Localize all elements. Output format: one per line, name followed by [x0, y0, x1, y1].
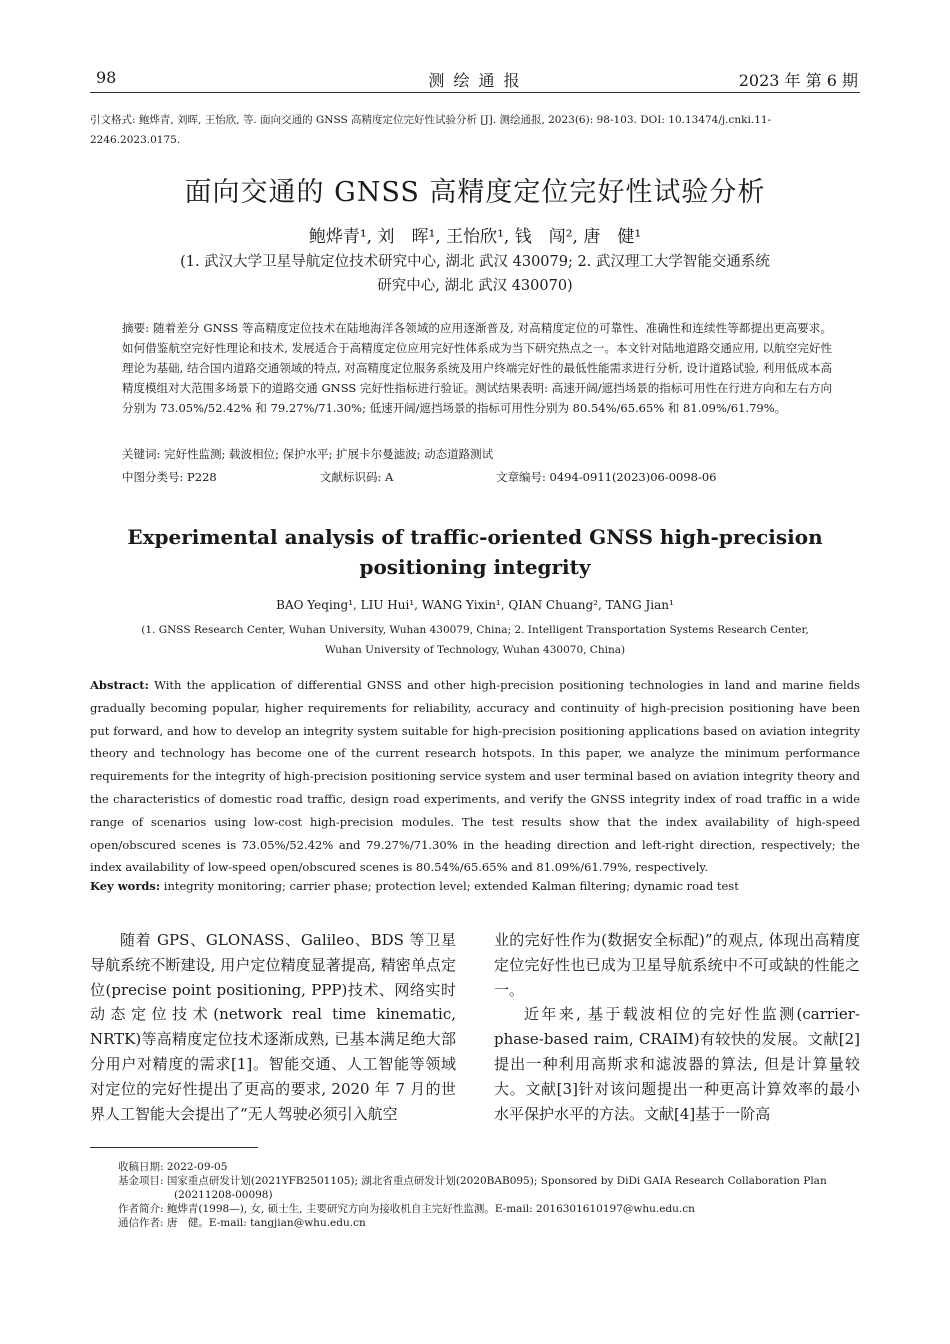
article-number: 文章编号: 0494-0911(2023)06-0098-06 [496, 470, 717, 484]
cn-abstract: 摘要: 随着差分 GNSS 等高精度定位技术在陆地海洋各领域的应用逐渐普及, 对高精度定位的可靠性、准确性和连续性等都提出更高要求。如何借鉴航空完好性理论和技术, 发展适合于高精度定位应用完好性体系成为当下研究热点之一。本文针对陆地道路交通应用, 以航空完好性理论为基础, 结合国内道路交通领域的特点, 对高精度定位服务系统及用户终端完好性的最低性能需求进行分析, 设计道路试验, 利用低成本高精度模组对大范围多场景下的道路交通 GNSS 完好性指标进行验证。测试结果表明: 高速开阔/遮挡场景的指标可用性在行进方向和左右方向分别为 73.05%/52.42% 和 79.27%/71.30%; 低速开阔/遮挡场景的指标可用性分别为 80.54%/65.65% 和 81.09%/61.79%。 [122, 321, 832, 415]
issue-label: 2023 年 第 6 期 [738, 71, 858, 90]
body-paragraph: 近年来, 基于载波相位的完好性监测(carrier-phase-based raim, CRAIM)有较快的发展。文献[2]提出一种利用高斯求和滤波器的算法, 但是计算量较大。文献[3]针对该问题提出一种更高计算效率的最小水平保护水平的方法。文献[4]基于一阶高 [494, 1005, 860, 1123]
en-keywords [90, 879, 860, 893]
footnote-received: 收稿日期: 2022-09-05 [118, 1161, 228, 1173]
clc-number: 中图分类号: P228 [122, 470, 217, 484]
footnote-author: 作者简介: 鲍烨青(1998—), 女, 硕士生, 主要研究方向为接收机自主完好性监测。E-mail: 2016301610197@whu.edu.cn [118, 1203, 695, 1215]
cn-authors: 鲍烨青¹, 刘 晖¹, 王怡欣¹, 钱 闯², 唐 健¹ [308, 227, 642, 247]
cn-affiliation-line2: 研究中心, 湖北 武汉 430070) [377, 278, 573, 294]
body-paragraph: 业的完好性作为(数据安全标配)”的观点, 体现出高精度定位完好性也已成为卫星导航系统中不可或缺的性能之一。 [494, 931, 860, 999]
footnote-fund-cont: (20211208-00098) [174, 1189, 273, 1201]
body-paragraph: 随着 GPS、GLONASS、Galileo、BDS 等卫星导航系统不断建设, 用户定位精度显著提高, 精密单点定位(precise point positioning, PPP)技术、网络实时动态定位技术(network real time kinematic, NRTK)等高精度定位技术逐渐成熟, 已基本满足绝大部分用户对精度的需求[1]。智能交通、人工智能等领域对定位的完好性提出了更高的要求, 2020 年 7 月的世界人工智能大会提出了“无人驾驶必须引入航空 [90, 931, 456, 1123]
cn-affiliation [90, 250, 860, 298]
citation-format: 引文格式: 鲍烨青, 刘晖, 王怡欣, 等. 面向交通的 GNSS 高精度定位完好性试验分析 [J]. 测绘通报, 2023(6): 98-103. DOI: 10.13474/j.cnki.11-2246.2023.0175. [90, 114, 772, 146]
header-rule [90, 92, 860, 93]
footnote-corresponding: 通信作者: 唐 健。E-mail: tangjian@whu.edu.cn [118, 1217, 366, 1229]
en-title-line2: positioning integrity [359, 555, 591, 579]
en-title [90, 522, 860, 582]
en-authors: BAO Yeqing¹, LIU Hui¹, WANG Yixin¹, QIAN Chuang², TANG Jian¹ [276, 598, 674, 612]
footnote-fund: 基金项目: 国家重点研发计划(2021YFB2501105); 湖北省重点研发计划(2020BAB095); Sponsored by DiDi GAIA Research Collaboration Plan [118, 1175, 827, 1187]
document-code: 文献标识码: A [320, 470, 394, 484]
cn-title: 面向交通的 GNSS 高精度定位完好性试验分析 [184, 177, 766, 208]
en-abstract [90, 674, 860, 879]
body-column-left [90, 928, 456, 1126]
journal-name: 测 绘 通 报 [428, 71, 522, 90]
footnote-rule [90, 1147, 258, 1148]
en-keywords-text: integrity monitoring; carrier phase; protection level; extended Kalman filtering; dynamic road test [163, 879, 739, 893]
cn-affiliation-line1: (1. 武汉大学卫星导航定位技术研究中心, 湖北 武汉 430079; 2. 武汉理工大学智能交通系统 [180, 254, 770, 270]
footnotes [118, 1160, 860, 1230]
en-title-line1: Experimental analysis of traffic-oriented GNSS high-precision [127, 525, 823, 549]
en-affiliation-line2: Wuhan University of Technology, Wuhan 430070, China) [324, 644, 626, 656]
page-number: 98 [96, 68, 117, 87]
cn-keywords: 关键词: 完好性监测; 载波相位; 保护水平; 扩展卡尔曼滤波; 动态道路测试 [122, 447, 494, 461]
en-abstract-text: With the application of differential GNSS and other high-precision positioning technologies in land and marine fields gradually becoming popular, higher requirements for reliability, accuracy and continuity of high-precision positioning have been put forward, and how to develop an integrity system suitable for high-precision positioning applications based on aviation integrity theory and technology has become one of the current research hotspots. In this paper, we analyze the minimum performance requirements for the integrity of high-precision positioning service system and user terminal based on aviation integrity theory and the characteristics of domestic road traffic, design road experiments, and verify the GNSS integrity index of road traffic in a wide range of scenarios using low-cost high-precision modules. The test results show that the index availability of high-speed open/obscured scenes is 73.05%/52.42% and 79.27%/71.30% in the heading direction and left-right direction, respectively; the index availability of low-speed open/obscured scenes is 80.54%/65.65% and 81.09%/61.79%, respectively. [90, 678, 860, 875]
en-keywords-label: Key words: [90, 879, 161, 893]
en-affiliation-line1: (1. GNSS Research Center, Wuhan University, Wuhan 430079, China; 2. Intelligent Transportation Systems Research Center, [141, 624, 809, 636]
body-column-right [494, 928, 860, 1126]
en-affiliation [90, 620, 860, 660]
en-abstract-label: Abstract: [90, 678, 149, 692]
